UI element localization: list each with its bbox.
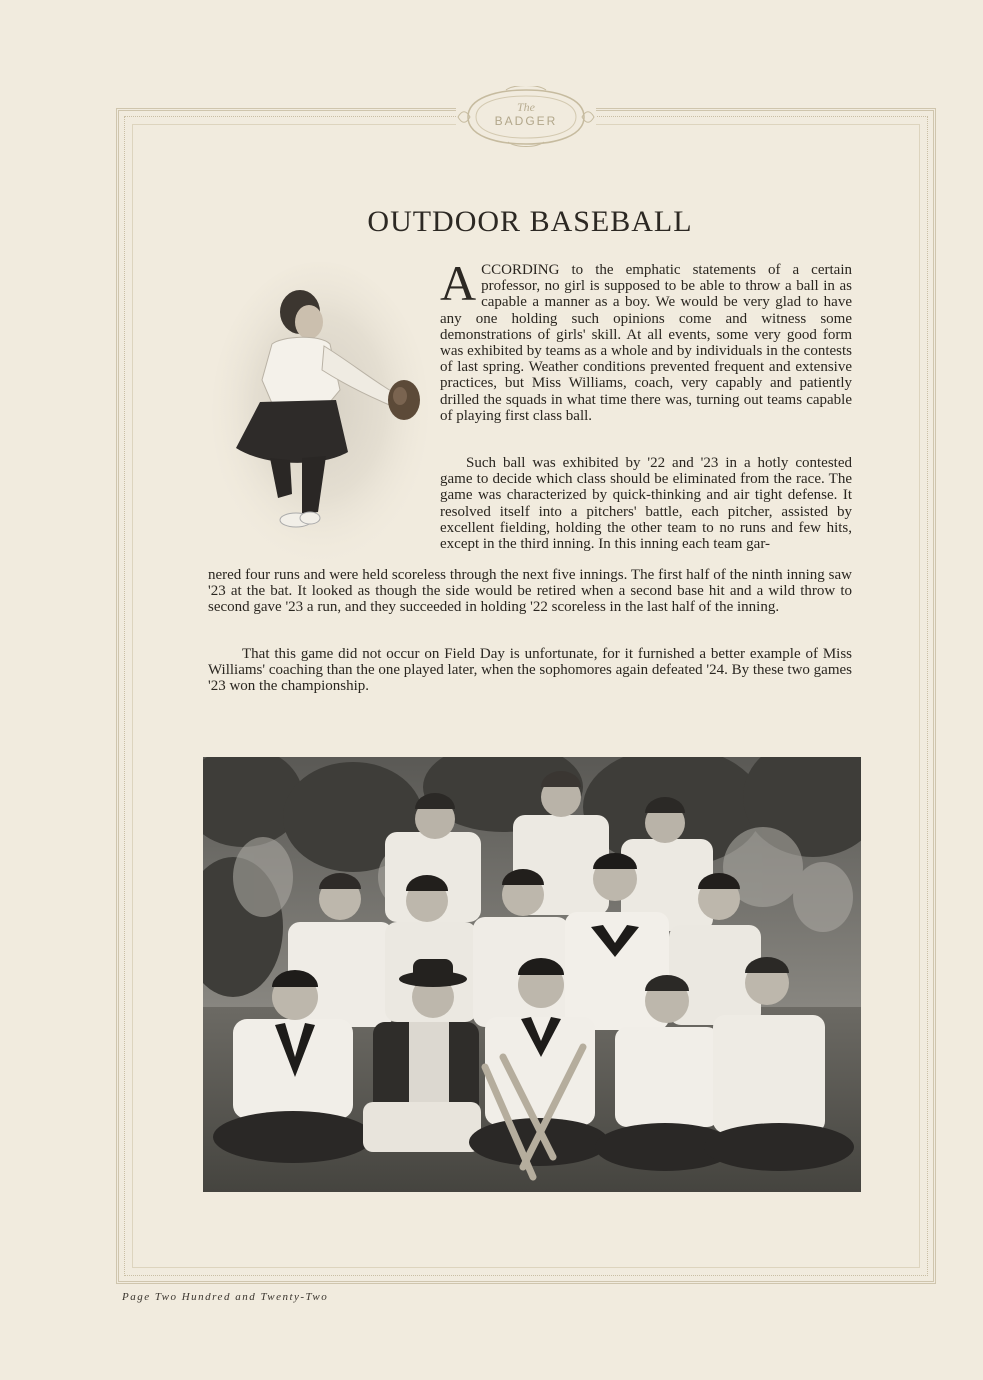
player-illustration — [212, 262, 428, 562]
emblem-name: BADGER — [494, 114, 558, 128]
paragraph-conclusion: That this game did not occur on Field Day is unfortunate, for it furnished a better example of Miss Williams' coaching than the one played later, when the sophomores again defeated '24. By these two games '23 won the championship. — [208, 646, 853, 695]
page-number-label: Page Two Hundred and Twenty-Two — [122, 1291, 329, 1303]
paragraph-intro — [440, 255, 852, 424]
paragraph-intro-text: CCORDING to the emphatic statements of a certain professor, no girl is supposed to be able to throw a ball in as capable a manner as a boy. We would be very glad to have any one holding such opinions come and witness some demonstrations of girls' skill. At all events, some very good form was exhibited by teams as a whole and by individuals in the contests of last spring. Weather conditions prevented frequent and extensive practices, but Miss Williams, coach, very capably and patiently drilled the squads in what time there was, turning out teams capable of playing first class ball. — [440, 262, 852, 424]
team-photograph — [203, 757, 861, 1192]
page-title: OUTDOOR BASEBALL — [367, 205, 693, 238]
drop-cap: A — [440, 255, 477, 311]
paragraph-game-part2: nered four runs and were held scoreless through the next five innings. The first half of the ninth inning saw '23 at the bat. It looked as though the side would be retired when a second base hit and a wild throw to second gave '23 a run, and they succeeded in holding '22 scoreless in the last half of the inning. — [208, 567, 852, 616]
emblem-the: The — [517, 100, 535, 114]
badger-emblem — [456, 86, 596, 148]
paragraph-game-part1: Such ball was exhibited by '22 and '23 in a hotly contested game to decide which class should be eliminated from the race. The game was characterized by quick-thinking and air tight defense. It resolved itself into a pitchers' battle, each pitcher, assisted by excellent fielding, holding the other team to no runs and few hits, except in the third inning. In this inning each team gar- — [440, 455, 852, 553]
